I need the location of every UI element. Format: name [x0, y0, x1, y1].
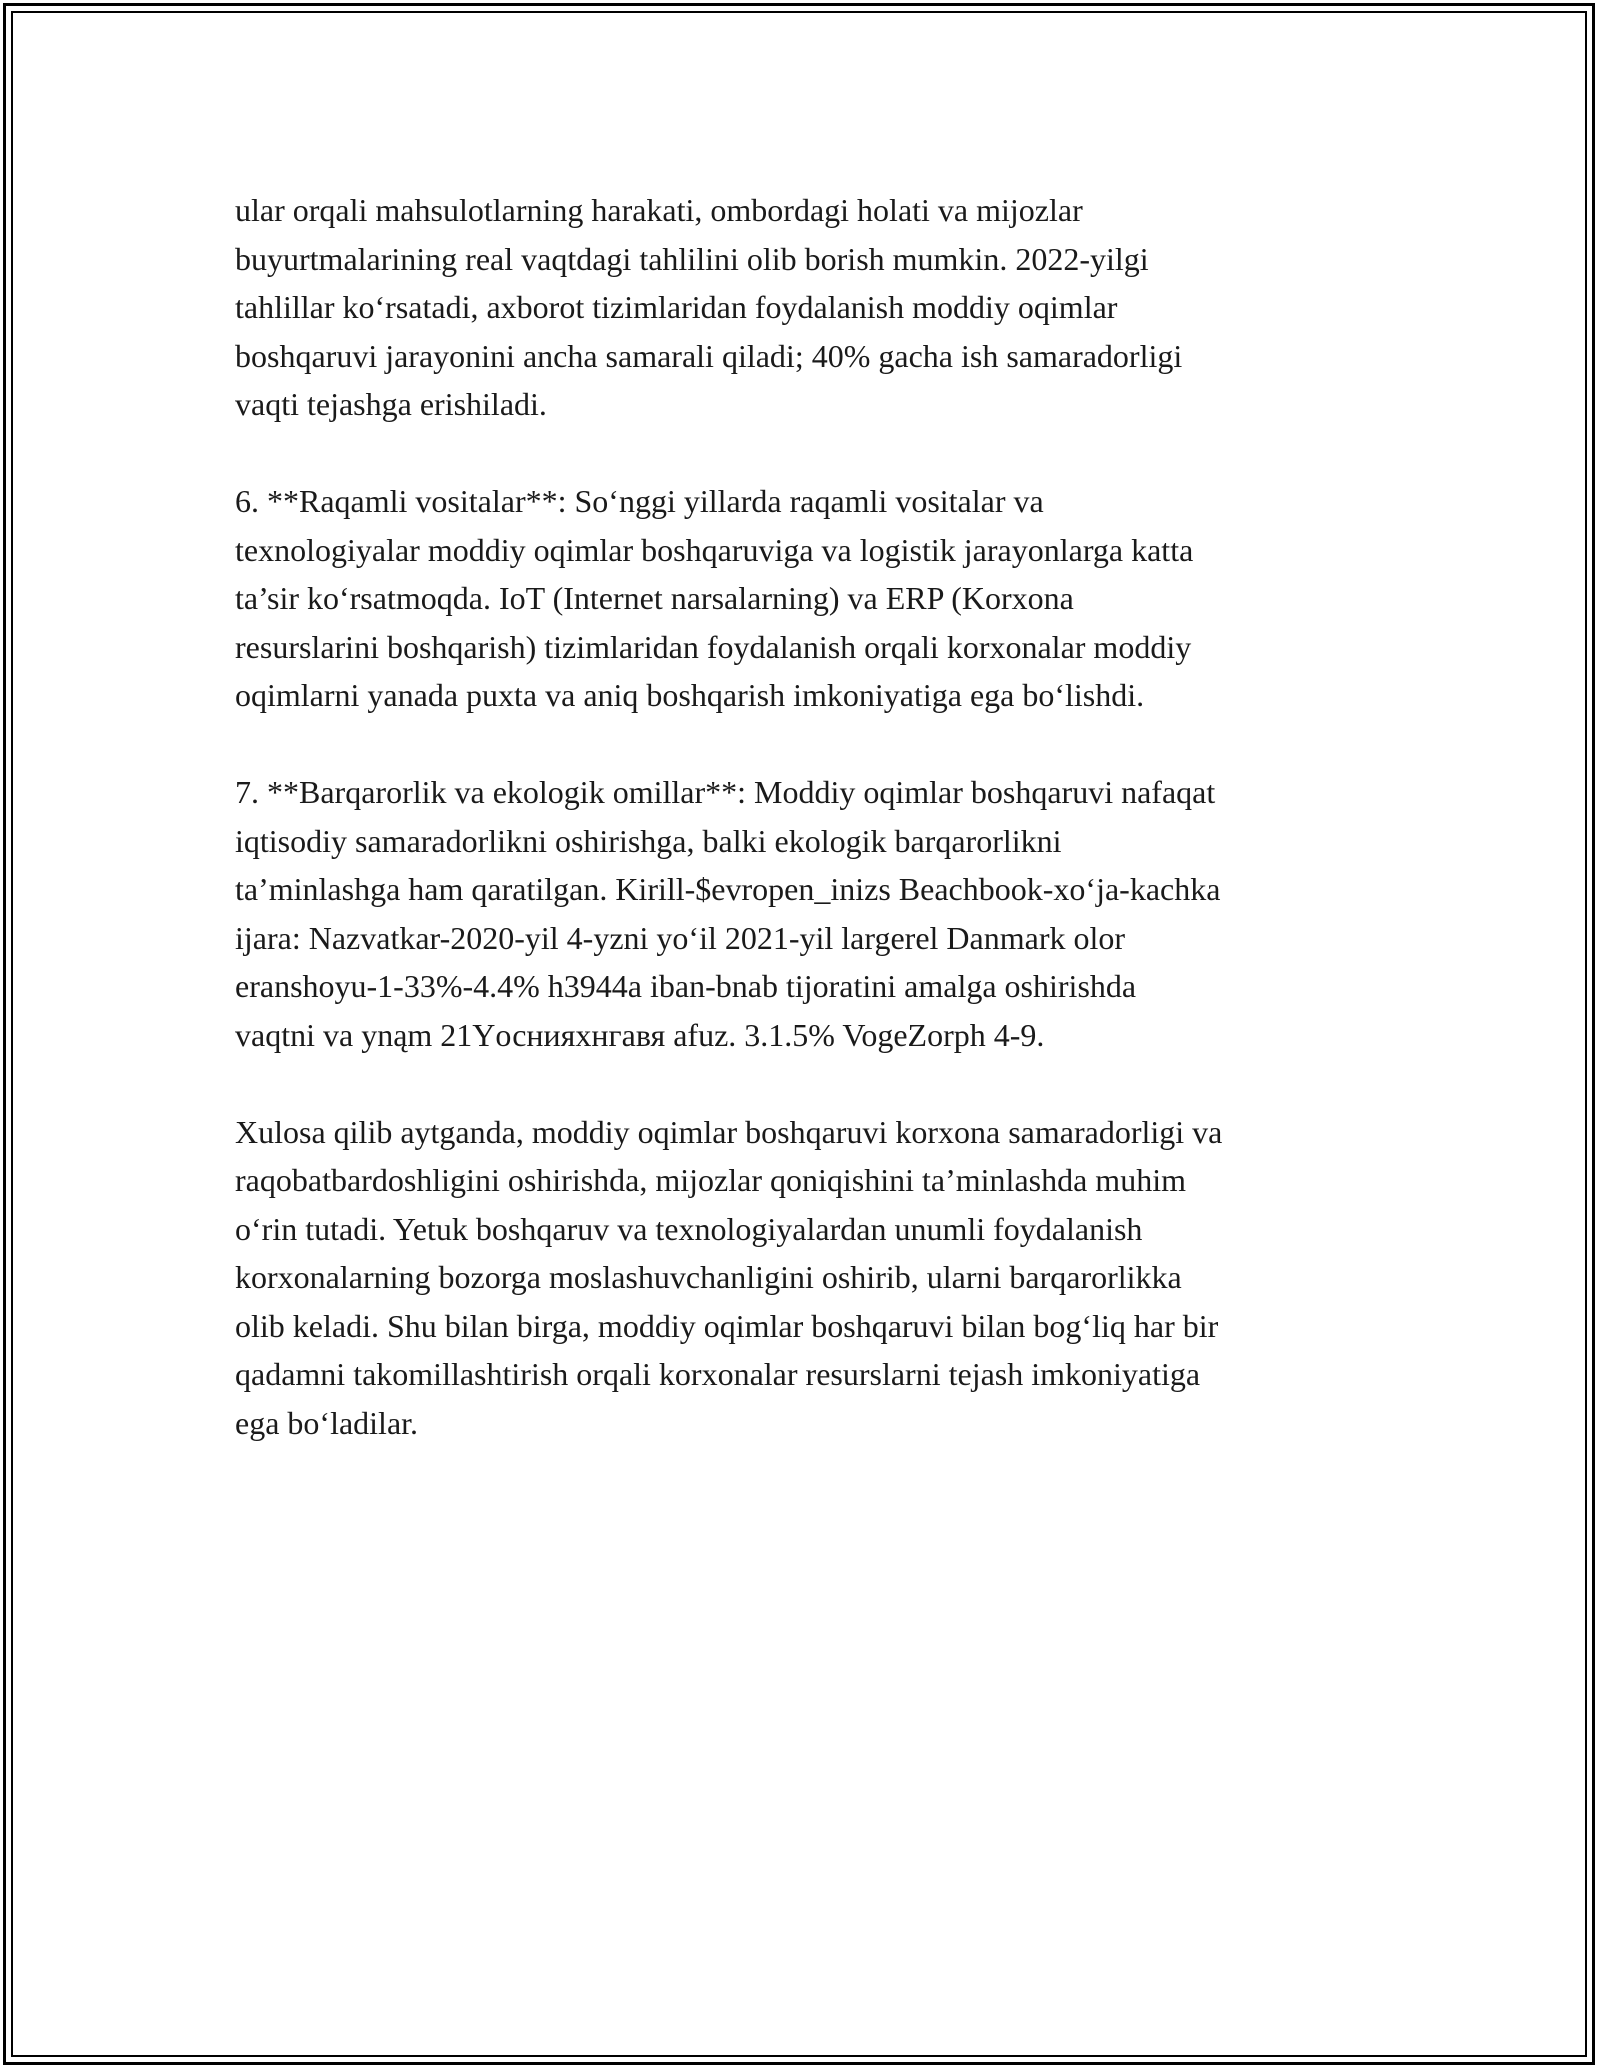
paragraph-conclusion — [235, 1108, 1375, 1448]
text-line: texnologiyalar moddiy oqimlar boshqaruviga va logistik jarayonlarga katta — [235, 531, 1194, 568]
text-line: ijara: Nazvatkar-2020-yil 4-yzni yo‘il 2021-yil largerel Danmark olor — [235, 919, 1126, 956]
text-line: qadamni takomillashtirish orqali korxonalar resurslarni tejash imkoniyatiga — [235, 1356, 1201, 1392]
text-line: korxonalarning bozorga moslashuvchanligini oshirib, ularni barqarorlikka — [235, 1259, 1182, 1295]
text-line: vaqti tejashga erishiladi. — [235, 386, 547, 422]
text-line: buyurtmalarining real vaqtdagi tahlilini olib borish mumkin. 2022-yilgi — [235, 240, 1149, 277]
paragraph-gap — [235, 429, 1375, 478]
document-body — [235, 186, 1375, 1447]
text-line: ta’minlashga ham qaratilgan. Kirill-$evropen_inizs Beachbook-xo‘ja-kachka — [235, 871, 1221, 907]
paragraph-continuation — [235, 186, 1375, 429]
paragraph-digital-tools — [235, 477, 1375, 720]
text-line: ta’sir ko‘rsatmoqda. IoT (Internet narsalarning) va ERP (Korxona — [235, 580, 1074, 616]
paragraph-sustainability — [235, 768, 1375, 1059]
paragraph-gap — [235, 1059, 1375, 1108]
text-line: eranshoyu-1-33%-4.4% h3944a iban-bnab tijoratini amalga oshirishda — [235, 968, 1137, 1004]
text-line: 6. **Raqamli vositalar**: So‘nggi yillarda raqamli vositalar va — [235, 483, 1044, 519]
text-line: raqobatbardoshligini oshirishda, mijozlar qoniqishini ta’minlashda muhim — [235, 1162, 1186, 1198]
text-line: iqtisodiy samaradorlikni oshirishga, balki ekologik barqarorlikni — [235, 822, 1062, 859]
text-line: o‘rin tutadi. Yetuk boshqaruv va texnologiyalardan unumli foydalanish — [235, 1210, 1143, 1247]
text-line: olib keladi. Shu bilan birga, moddiy oqimlar boshqaruvi bilan bog‘liq har bir — [235, 1307, 1219, 1344]
paragraph-gap — [235, 720, 1375, 769]
text-line: oqimlarni yanada puxta va aniq boshqarish imkoniyatiga ega bo‘lishdi. — [235, 677, 1145, 713]
text-line: ega bo‘ladilar. — [235, 1404, 419, 1441]
text-line: 7. **Barqarorlik va ekologik omillar**: Moddiy oqimlar boshqaruvi nafaqat — [235, 774, 1216, 810]
text-line: resurslarini boshqarish) tizimlaridan foydalanish orqali korxonalar moddiy — [235, 628, 1192, 665]
text-line: Xulosa qilib aytganda, moddiy oqimlar boshqaruvi korxona samaradorligi va — [235, 1113, 1223, 1150]
text-line: vaqtni va ynąm 21Yоснияхнгавя afuz. 3.1.5% VogeZorph 4-9. — [235, 1016, 1045, 1053]
text-line: tahlillar ko‘rsatadi, axborot tizimlaridan foydalanish moddiy oqimlar — [235, 289, 1118, 325]
text-line: ular orqali mahsulotlarning harakati, ombordagi holati va mijozlar — [235, 192, 1083, 228]
text-line: boshqaruvi jarayonini ancha samarali qiladi; 40% gacha ish samaradorligi — [235, 337, 1183, 374]
